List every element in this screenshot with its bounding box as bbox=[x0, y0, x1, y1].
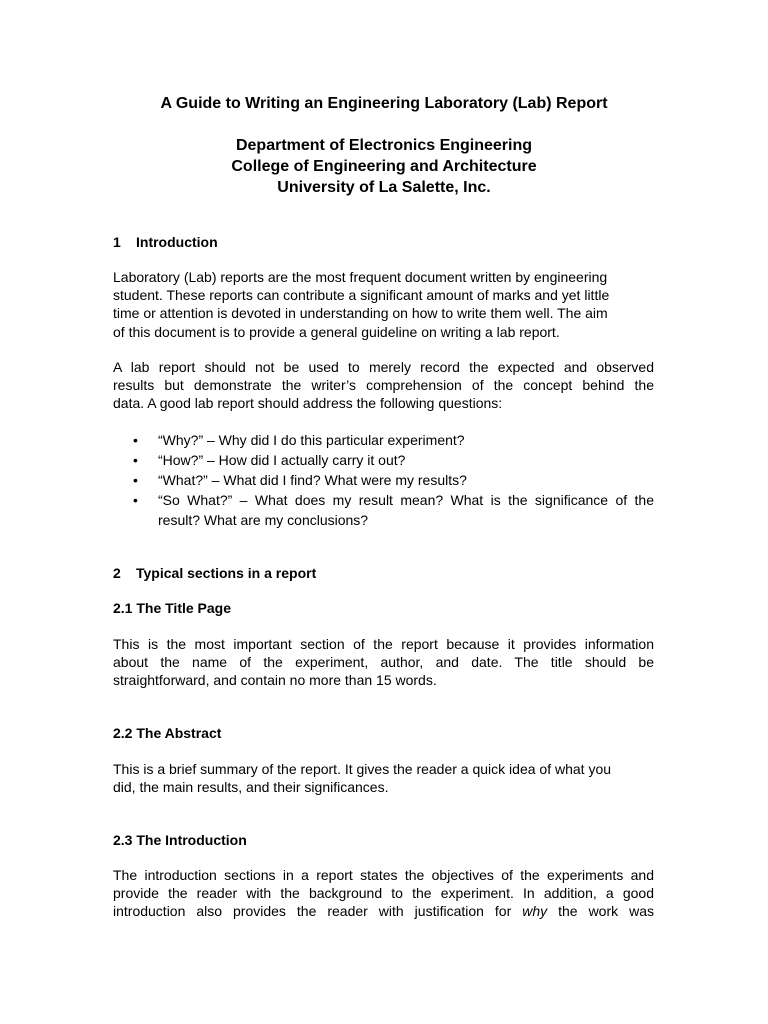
intro-paragraph-2: A lab report should not be used to merely record the expected and observed results but demonstrate the writer’s comprehension of the concept behind the data. A good lab report should address the following questions: bbox=[113, 359, 654, 412]
section-2-number: 2 bbox=[113, 565, 121, 581]
list-item bbox=[113, 490, 654, 530]
section-1-heading bbox=[113, 233, 218, 251]
bullet-4-text: “So What?” – What does my result mean? What is the significance of the result? What are my conclusions? bbox=[158, 492, 654, 528]
list-item: • “How?” – How did I actually carry it out? bbox=[133, 452, 406, 468]
section-2-title: Typical sections in a report bbox=[136, 565, 317, 581]
bullet-icon: • bbox=[133, 492, 138, 508]
introduction-heading: 2.3 The Introduction bbox=[113, 832, 247, 848]
department-name: Department of Electronics Engineering bbox=[235, 137, 533, 154]
abstract-paragraph: This is a brief summary of the report. It gives the reader a quick idea of what you did, the main results, and their significances. bbox=[113, 761, 612, 796]
intro-paragraph-1: Laboratory (Lab) reports are the most frequent document written by engineering student. These reports can contribute a significant amount of marks and yet little time or attention is devoted in understanding on how to write them well. The aim of this document is to provide a general guideline on writing a lab report. bbox=[113, 269, 610, 340]
introduction-paragraph: The introduction sections in a report states the objectives of the experiments and provide the reader with the background to the experiment. In addition, a good introduction also provides the reader with justification for why the work was bbox=[113, 867, 654, 920]
institution-block bbox=[0, 135, 768, 198]
document-title: A Guide to Writing an Engineering Laboratory (Lab) Report bbox=[160, 95, 608, 112]
bullet-icon: • bbox=[133, 452, 138, 468]
emphasis-why: why bbox=[522, 903, 548, 920]
bullet-icon: • bbox=[133, 432, 138, 448]
title-page-paragraph: This is the most important section of the report because it provides information about the name of the experiment, author, and date. The title should be straightforward, and contain no more than 15 words. bbox=[113, 636, 654, 689]
questions-list bbox=[113, 430, 654, 530]
list-item: • “Why?” – Why did I do this particular experiment? bbox=[133, 432, 465, 448]
abstract-heading: 2.2 The Abstract bbox=[113, 725, 222, 741]
college-name: College of Engineering and Architecture bbox=[231, 158, 537, 175]
section-2-heading bbox=[113, 564, 316, 582]
introduction-line-3: introduction also provides the reader with justification for why the work was bbox=[113, 903, 654, 920]
title-page-heading: 2.1 The Title Page bbox=[113, 600, 232, 616]
section-1-title: Introduction bbox=[136, 234, 218, 250]
university-name: University of La Salette, Inc. bbox=[277, 179, 491, 196]
section-1-number: 1 bbox=[113, 234, 121, 250]
list-item: • “What?” – What did I find? What were my results? bbox=[133, 472, 467, 488]
bullet-icon: • bbox=[133, 472, 138, 488]
